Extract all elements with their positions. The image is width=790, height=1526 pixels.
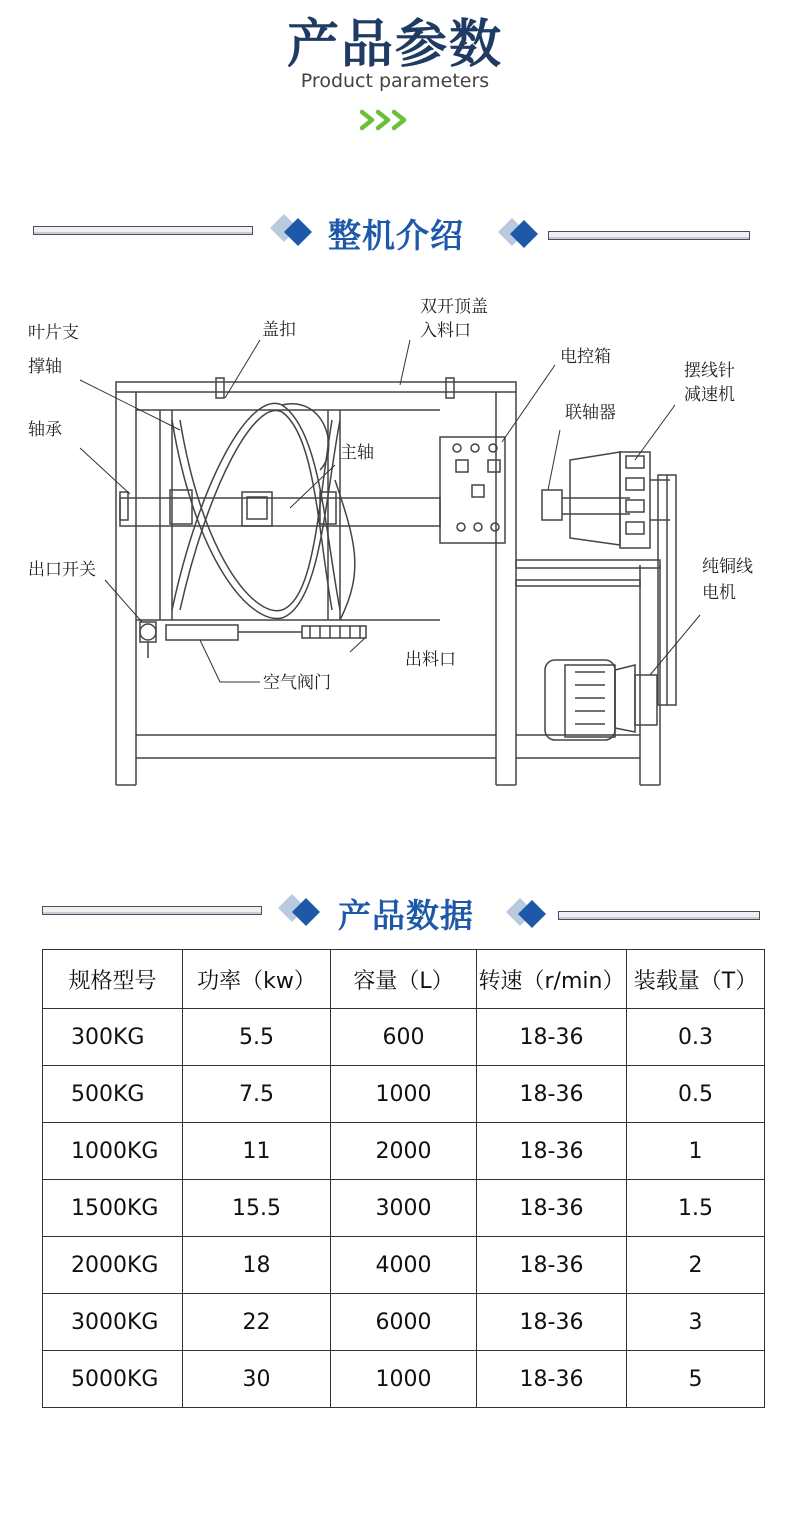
table-cell: 30 bbox=[183, 1351, 331, 1408]
table-row bbox=[43, 1009, 765, 1066]
table-cell: 5 bbox=[627, 1351, 765, 1408]
table-row bbox=[43, 1294, 765, 1351]
table-cell: 18-36 bbox=[477, 1009, 627, 1066]
diagram-label: 电机 bbox=[702, 583, 736, 603]
table-cell: 4000 bbox=[331, 1237, 477, 1294]
diagram-label: 出料口 bbox=[405, 650, 456, 670]
section-header-data bbox=[0, 888, 790, 938]
diagram-label: 轴承 bbox=[28, 420, 62, 440]
page-title: 产品参数 bbox=[286, 15, 503, 75]
table-cell: 2 bbox=[627, 1237, 765, 1294]
table-cell: 5.5 bbox=[183, 1009, 331, 1066]
section-title: 整机介绍 bbox=[328, 216, 464, 255]
table-cell: 1.5 bbox=[627, 1180, 765, 1237]
spec-table bbox=[42, 949, 765, 1408]
diagram-label: 联轴器 bbox=[565, 403, 616, 423]
column-header: 装载量（T） bbox=[627, 950, 765, 1009]
table-cell: 22 bbox=[183, 1294, 331, 1351]
table-cell: 1 bbox=[627, 1123, 765, 1180]
diagram-label: 摆线针 bbox=[684, 361, 735, 381]
table-header-row bbox=[43, 950, 765, 1009]
diamond-icon bbox=[494, 212, 542, 252]
diamond-icon bbox=[276, 892, 324, 932]
table-row bbox=[43, 1123, 765, 1180]
diagram-label: 撑轴 bbox=[28, 357, 62, 377]
table-cell: 1000 bbox=[331, 1066, 477, 1123]
table-cell: 1000 bbox=[331, 1351, 477, 1408]
table-cell: 6000 bbox=[331, 1294, 477, 1351]
divider-line bbox=[548, 231, 750, 240]
diagram-label: 纯铜线 bbox=[702, 557, 753, 577]
table-cell: 0.3 bbox=[627, 1009, 765, 1066]
machine-diagram bbox=[20, 280, 780, 810]
table-cell: 500KG bbox=[43, 1066, 183, 1123]
table-row bbox=[43, 1180, 765, 1237]
diagram-label: 双开顶盖 bbox=[420, 297, 488, 317]
table-cell: 18-36 bbox=[477, 1294, 627, 1351]
column-header: 功率（kw） bbox=[183, 950, 331, 1009]
table-row bbox=[43, 1237, 765, 1294]
divider-line bbox=[33, 226, 253, 235]
table-cell: 3000KG bbox=[43, 1294, 183, 1351]
diagram-label: 电控箱 bbox=[560, 347, 611, 367]
table-cell: 300KG bbox=[43, 1009, 183, 1066]
table-cell: 3000 bbox=[331, 1180, 477, 1237]
table-cell: 15.5 bbox=[183, 1180, 331, 1237]
table-cell: 18-36 bbox=[477, 1180, 627, 1237]
table-cell: 1000KG bbox=[43, 1123, 183, 1180]
table-cell: 3 bbox=[627, 1294, 765, 1351]
table-cell: 600 bbox=[331, 1009, 477, 1066]
diamond-icon bbox=[502, 892, 550, 932]
column-header: 转速（r/min） bbox=[477, 950, 627, 1009]
table-cell: 2000KG bbox=[43, 1237, 183, 1294]
table-cell: 11 bbox=[183, 1123, 331, 1180]
diagram-label: 盖扣 bbox=[262, 320, 296, 340]
table-cell: 18-36 bbox=[477, 1066, 627, 1123]
section-title: 产品数据 bbox=[338, 896, 474, 935]
table-cell: 7.5 bbox=[183, 1066, 331, 1123]
column-header: 规格型号 bbox=[43, 950, 183, 1009]
diagram-label: 主轴 bbox=[340, 443, 374, 463]
divider-line bbox=[558, 911, 760, 920]
table-cell: 2000 bbox=[331, 1123, 477, 1180]
table-cell: 1500KG bbox=[43, 1180, 183, 1237]
table-cell: 18 bbox=[183, 1237, 331, 1294]
table-row bbox=[43, 1351, 765, 1408]
diagram-label: 空气阀门 bbox=[263, 673, 331, 693]
diagram-label: 出口开关 bbox=[28, 560, 96, 580]
column-header: 容量（L） bbox=[331, 950, 477, 1009]
section-header-intro bbox=[0, 208, 790, 258]
chevron-right-icon bbox=[356, 108, 436, 132]
diagram-label: 减速机 bbox=[684, 385, 735, 405]
diagram-label: 叶片支 bbox=[28, 323, 79, 343]
table-cell: 5000KG bbox=[43, 1351, 183, 1408]
table-cell: 18-36 bbox=[477, 1123, 627, 1180]
page-subtitle: Product parameters bbox=[300, 70, 490, 92]
table-cell: 18-36 bbox=[477, 1237, 627, 1294]
table-row bbox=[43, 1066, 765, 1123]
diamond-icon bbox=[268, 212, 316, 252]
diagram-label: 入料口 bbox=[420, 321, 471, 341]
table-cell: 18-36 bbox=[477, 1351, 627, 1408]
divider-line bbox=[42, 906, 262, 915]
table-cell: 0.5 bbox=[627, 1066, 765, 1123]
